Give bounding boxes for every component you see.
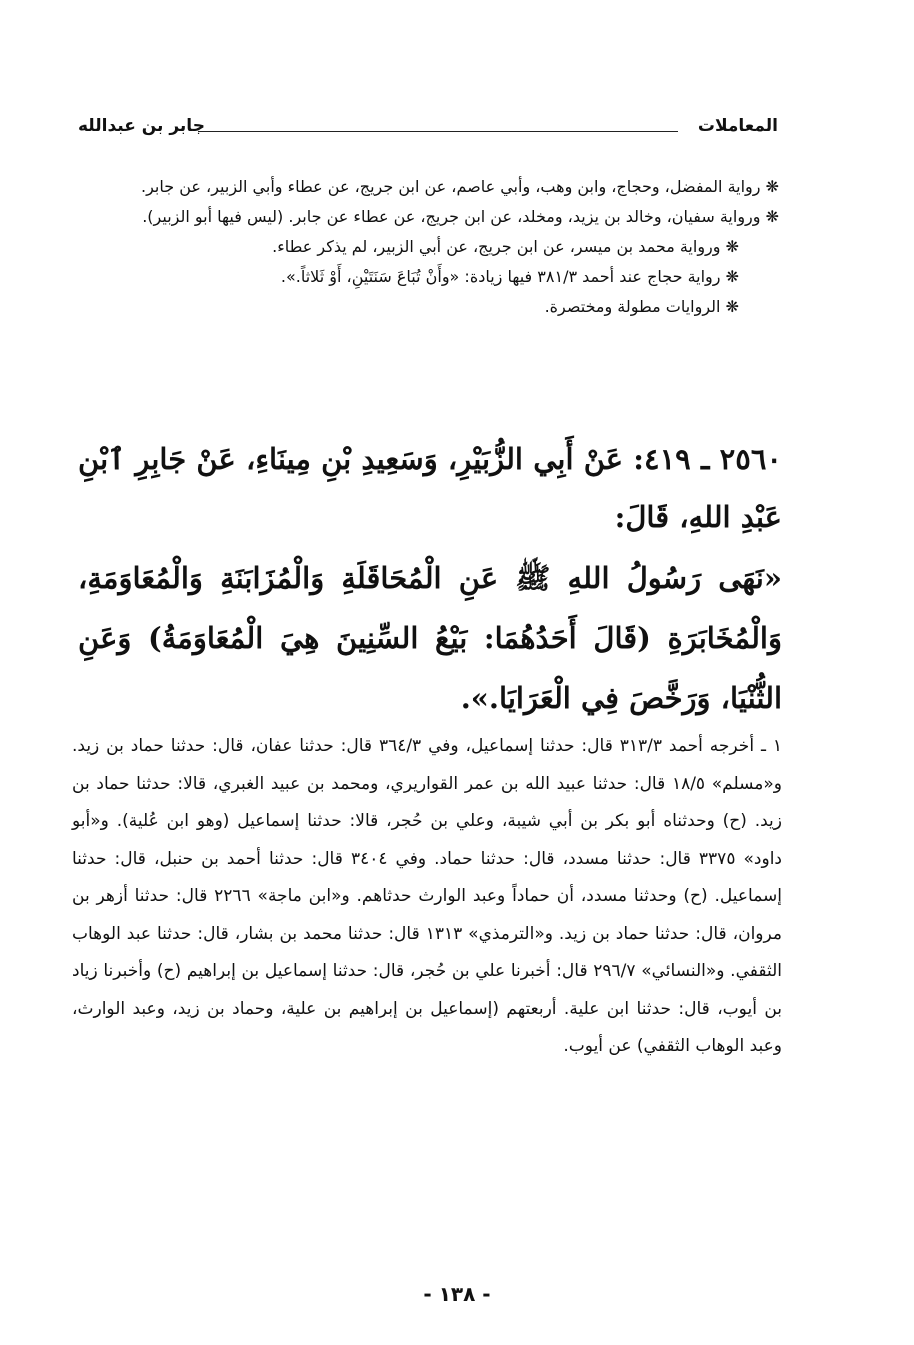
note-item: ❋ رواية المفضل، وحجاج، وابن وهب، وأبي عاصم، عن ابن جريج، عن عطاء وأبي الزبير، عن جابر. xyxy=(141,177,779,196)
hadith-heading: ٢٥٦٠ ـ ٤١٩: عَنْ أَبِي الزُّبَيْرِ، وَسَعِيدِ بْنِ مِينَاءِ، عَنْ جَابِرِ ٱبْنِ عَبْدِ اللهِ، قَالَ: xyxy=(78,442,782,534)
variant-notes xyxy=(65,172,779,322)
note-marker: ❋ xyxy=(725,237,739,256)
note-item: ❋ ورواية محمد بن ميسر، عن ابن جريج، عن أبي الزبير، لم يذكر عطاء. xyxy=(272,237,739,256)
running-header xyxy=(78,112,778,144)
note-marker: ❋ xyxy=(765,207,779,226)
header-rule xyxy=(198,131,678,132)
note-marker: ❋ xyxy=(765,177,779,196)
narrator-title: جابر بن عبدالله xyxy=(78,116,205,136)
note-item: ❋ رواية حجاج عند أحمد ٣٨١/٣ فيها زيادة: «وأَنْ تُبَاعَ سَنَتَيْنِ، أَوْ ثَلاثاً.». xyxy=(280,267,739,286)
page-number: - ١٣٨ - xyxy=(423,1282,491,1306)
hadith-text: «نَهَى رَسُولُ اللهِ ﷺ عَنِ الْمُحَاقَلَةِ وَالْمُزَابَنَةِ وَالْمُعَاوَمَةِ، وَالْمُخَابَرَةِ (قَالَ أَحَدُهُمَا: بَيْعُ السِّنِينَ هِيَ الْمُعَاوَمَةُ) وَعَنِ الثُّنْيَا، وَرَخَّصَ فِي الْعَرَايَا.». xyxy=(78,561,782,715)
note-marker: ❋ xyxy=(725,267,739,286)
note-item: ❋ ورواية سفيان، وخالد بن يزيد، ومخلد، عن ابن جريج، عن عطاء عن جابر. (ليس فيها أبو الزبير). xyxy=(142,207,779,226)
takhrij-paragraph xyxy=(72,728,782,1066)
note-item: ❋ الروايات مطولة ومختصرة. xyxy=(544,297,739,316)
takhrij-text: ١ ـ أخرجه أحمد ٣١٣/٣ قال: حدثنا إسماعيل، وفي ٣٦٤/٣ قال: حدثنا عفان، قال: حدثنا حماد بن زيد. و«مسلم» ١٨/٥ قال: حدثنا عبيد الله بن عمر القواريري، ومحمد بن عبيد الغبري، قالا: حدثنا حماد بن زيد. (ح) وحدثناه أبو بكر بن أبي شيبة، وعلي بن حُجر، قالا: حدثنا إسماعيل (وهو ابن عُلية). و«أبو داود» ٣٣٧٥ قال: حدثنا مسدد، قال: حدثنا حماد. وفي ٣٤٠٤ قال: حدثنا أحمد بن حنبل، قال: حدثنا إسماعيل. (ح) وحدثنا مسدد، أن حماداً وعبد الوارث حدثاهم. و«ابن ماجة» ٢٢٦٦ قال: حدثنا أزهر بن مروان، قال: حدثنا حماد بن زيد. و«الترمذي» ١٣١٣ قال: حدثنا محمد بن بشار، قال: حدثنا عبد الوهاب الثقفي. و«النسائي» ٢٩٦/٧ قال: أخبرنا علي بن حُجر، قال: حدثنا إسماعيل بن إبراهيم (ح) وأخبرنا زياد بن أيوب، قال: حدثنا ابن علية. أربعتهم (إسماعيل بن إبراهيم بن علية، وحماد بن زيد، وعبد الوارث، وعبد الوهاب الثقفي) عن أيوب. xyxy=(72,736,782,1056)
section-title: المعاملات xyxy=(697,116,778,136)
note-marker: ❋ xyxy=(725,297,739,316)
